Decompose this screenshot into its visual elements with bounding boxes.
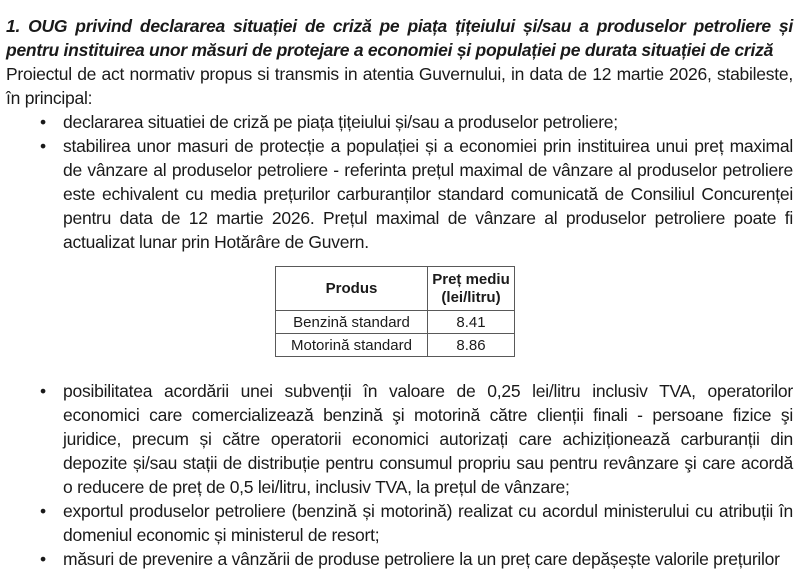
bullet-list-bottom — [6, 379, 793, 571]
bullet-text: exportul produselor petroliere (benzină și motorină) realizat cu acordul ministerului cu atribuții în domeniul economic și ministerul de resort; — [63, 501, 793, 545]
bullet-item-masuri-prevenire — [6, 547, 793, 571]
bullet-text: stabilirea unor masuri de protecție a populației și a economiei prin instituirea unui preț maximal de vânzare al produselor petroliere - referinta prețul maximal de vânzare al produselor petroliere este echivalent cu media prețurilor carburanților standard comunicată de Consiliul Concurenței pentru data de 12 martie 2026. Prețul maximal de vânzare al produselor petroliere poate fi actualizat lunar prin Hotărâre de Guvern. — [63, 136, 793, 252]
bullet-text: posibilitatea acordării unei subvenții în valoare de 0,25 lei/litru inclusiv TVA, operatorilor economici care comercializează benzină şi motorină către clienții finali - persoane fizice şi juridice, precum și către operatorii economici autorizați care achiziționează carburanții din depozite și/sau stații de distribuție pentru consumul propriu sau pentru revânzare şi care acordă o reducere de preț de 0,5 lei/litru, inclusiv TVA, la prețul de vânzare; — [63, 381, 793, 497]
bullet-text: declararea situatiei de criză pe piața țițeiului și/sau a produselor petroliere; — [63, 112, 618, 132]
table-header-produs: Produs — [276, 267, 428, 311]
table-header-pret-mediu: Preț mediu (lei/litru) — [428, 267, 515, 311]
bullet-list-top — [6, 110, 793, 254]
intro-paragraph: Proiectul de act normativ propus si transmis in atentia Guvernului, in data de 12 martie 2026, stabileste, în principal: — [6, 64, 793, 108]
bullet-item-stabilirea — [6, 134, 793, 254]
price-table — [275, 266, 515, 357]
bullet-item-declararea — [6, 110, 793, 134]
price-cell: 8.86 — [428, 334, 515, 357]
price-cell: 8.41 — [428, 311, 515, 334]
bullet-item-export — [6, 499, 793, 547]
bullet-item-subventie — [6, 379, 793, 499]
product-cell: Benzină standard — [276, 311, 428, 334]
table-row — [276, 311, 515, 334]
table-row — [276, 334, 515, 357]
bullet-text: măsuri de prevenire a vânzării de produse petroliere la un preț care depășește valorile prețurilor — [63, 549, 780, 569]
table-header-row — [276, 267, 515, 311]
document-heading: 1. OUG privind declararea situației de criză pe piața țițeiului și/sau a produselor petroliere și pentru instituirea unor măsuri de protejare a economiei și populației pe durata situației de criză — [6, 16, 793, 60]
product-cell: Motorină standard — [276, 334, 428, 357]
